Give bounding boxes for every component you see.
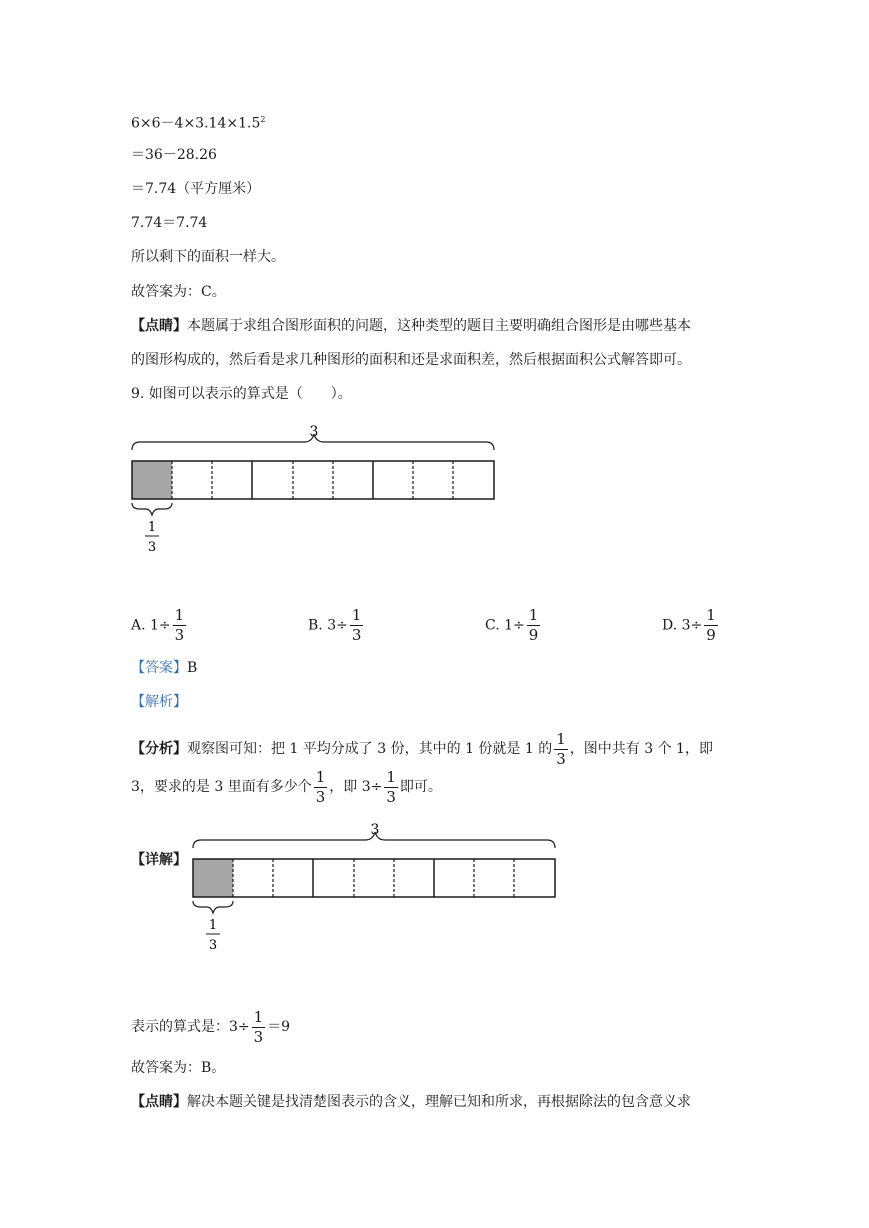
figure-bar — [132, 461, 494, 499]
detail-expression-num: 1 — [253, 1007, 264, 1026]
dianjing-2-tag: 【点睛】 — [131, 1094, 187, 1110]
detail-figure — [187, 818, 563, 958]
figure-total-label: 3 — [309, 424, 319, 440]
calc-line-2: ＝36－28.26 — [131, 147, 217, 163]
option-a-prefix: A. 1÷ — [131, 617, 171, 634]
analysis-fraction-1-den: 3 — [556, 749, 566, 768]
detail-figure-frac-den: 3 — [208, 938, 218, 953]
detail-conclusion: 故答案为：B。 — [131, 1060, 226, 1076]
option-b-num: 1 — [351, 606, 362, 624]
option-c-num: 1 — [528, 606, 539, 624]
analysis-fraction-3 — [384, 767, 398, 806]
option-d[interactable] — [662, 608, 720, 643]
option-c-den: 9 — [528, 626, 539, 644]
analysis-text-2: 3，要求的是 3 里面有多少个 — [131, 779, 312, 795]
dianjing-1-line-b: 的图形构成的，然后看是求几种图形的面积和还是求面积差，然后根据面积公式解答即可。 — [131, 352, 691, 368]
option-d-fraction — [704, 608, 718, 643]
dianjing-2-line — [131, 1092, 691, 1112]
detail-expression — [131, 1008, 290, 1046]
answer-line-prev: 故答案为：C。 — [131, 284, 226, 300]
analysis-fraction-2 — [314, 767, 328, 806]
calc-line-1 — [131, 110, 265, 134]
option-a[interactable] — [131, 608, 188, 643]
detail-expression-fraction — [252, 1007, 266, 1046]
conclusion-line: 所以剩下的面积一样大。 — [131, 249, 285, 265]
dianjing-1-tag: 【点睛】 — [131, 318, 187, 334]
option-b-den: 3 — [351, 626, 362, 644]
analysis-text-1: 观察图可知：把 1 平均分成了 3 份，其中的 1 份就是 1 的 — [187, 741, 553, 757]
analysis-fraction-1-num: 1 — [556, 729, 566, 748]
detail-expression-tail: ＝9 — [267, 1019, 291, 1035]
option-d-den: 9 — [706, 626, 716, 644]
answer-value: B — [187, 660, 198, 676]
analysis-fraction-1 — [554, 729, 568, 768]
detail-figure-frac-num: 1 — [208, 918, 218, 933]
detail-expression-den: 3 — [253, 1027, 264, 1046]
figure-frac-den: 3 — [147, 540, 157, 555]
analysis-fraction-2-den: 3 — [315, 787, 326, 806]
option-b-prefix: B. 3÷ — [308, 617, 348, 634]
option-d-prefix: D. 3÷ — [662, 617, 703, 634]
calc-line-1-exponent: 2 — [260, 115, 266, 124]
option-c-fraction — [527, 608, 541, 643]
analysis-fraction-3-den: 3 — [386, 787, 396, 806]
detail-tag: 【详解】 — [131, 852, 187, 868]
figure-top-brace — [132, 434, 494, 450]
analysis-text-2-tail: 即可。 — [399, 779, 442, 795]
figure-frac-num: 1 — [147, 520, 157, 535]
option-b-fraction — [350, 608, 364, 643]
detail-figure-top-brace — [193, 832, 555, 848]
option-a-fraction — [173, 608, 187, 643]
figure-shaded-cell — [132, 461, 172, 499]
analysis-text-2-mid: ，即 3÷ — [329, 779, 383, 795]
question-figure — [126, 420, 502, 560]
option-d-num: 1 — [706, 606, 716, 624]
analysis-line-1 — [131, 730, 713, 768]
detail-figure-bottom-brace — [193, 901, 233, 913]
option-a-den: 3 — [174, 626, 185, 644]
analysis-fraction-2-num: 1 — [315, 767, 326, 786]
answer-line — [131, 658, 197, 678]
analysis-tag: 【分析】 — [131, 741, 187, 757]
calc-line-4: 7.74＝7.74 — [131, 215, 208, 231]
calc-line-1-base: 6×6－4×3.14×1.5 — [131, 115, 261, 132]
dianjing-1-text-a: 本题属于求组合图形面积的问题，这种类型的题目主要明确组合图形是由哪些基本 — [187, 318, 691, 334]
option-a-num: 1 — [174, 606, 185, 624]
answer-tag: 【答案】 — [131, 660, 187, 676]
detail-figure-total-label: 3 — [370, 822, 380, 838]
option-c-prefix: C. 1÷ — [485, 617, 525, 634]
detail-figure-shaded-cell — [193, 859, 233, 897]
figure-bottom-brace — [132, 503, 172, 515]
analysis-fraction-3-num: 1 — [386, 767, 396, 786]
analysis-line-2 — [131, 768, 442, 806]
detail-expression-prefix: 表示的算式是：3÷ — [131, 1019, 250, 1035]
jiexi-tag: 【解析】 — [131, 694, 187, 710]
detail-figure-bar — [193, 859, 555, 897]
analysis-text-1-tail: ，图中共有 3 个 1，即 — [569, 741, 713, 757]
calc-line-3: ＝7.74（平方厘米） — [131, 181, 261, 197]
option-c[interactable] — [485, 608, 542, 643]
option-b[interactable] — [308, 608, 365, 643]
dianjing-1-line-a — [131, 316, 691, 336]
dianjing-2-text: 解决本题关键是找清楚图表示的含义，理解已知和所求，再根据除法的包含意义求 — [187, 1094, 691, 1110]
question-9-text: 9. 如图可以表示的算式是（ ）。 — [131, 386, 352, 402]
